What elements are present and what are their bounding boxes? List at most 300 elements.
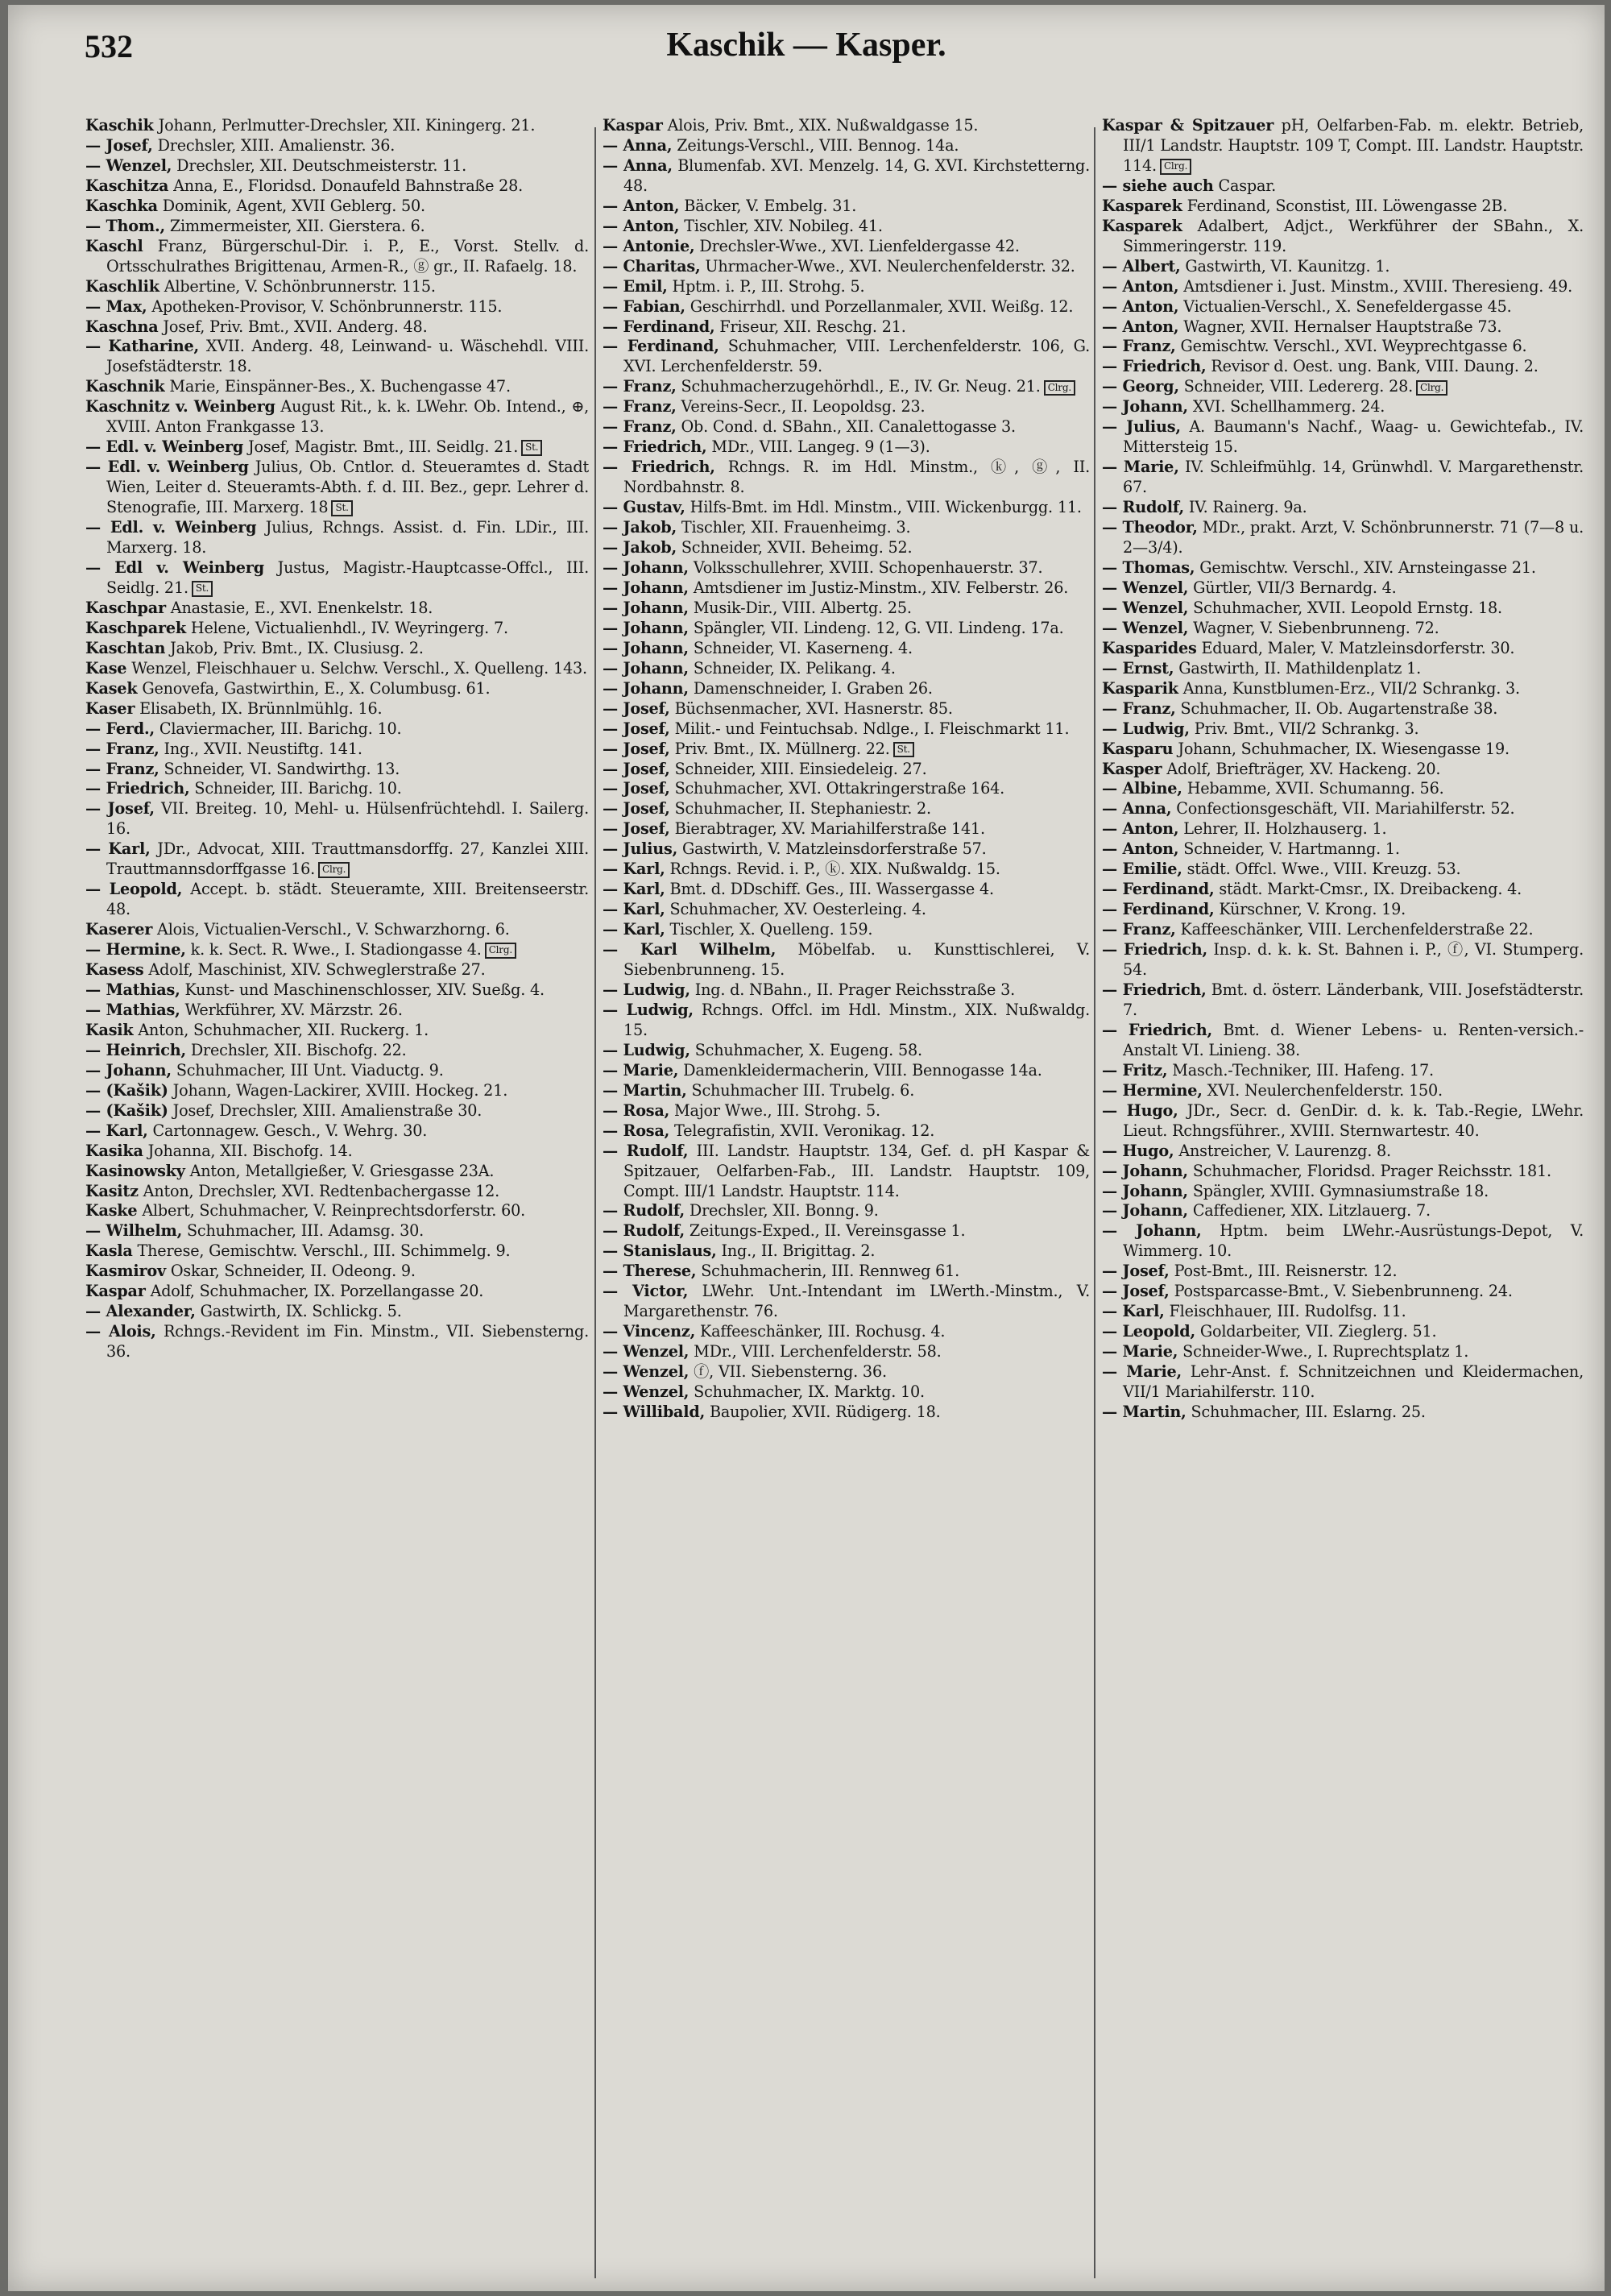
entry-details: Damenschneider, I. Graben 26.	[688, 678, 933, 698]
entry-details: Schuhmacher, XVII. Leopold Ernstg. 18.	[1188, 598, 1502, 617]
entry-name: — Johann,	[603, 598, 689, 617]
directory-entry	[603, 317, 1090, 338]
column-left	[85, 116, 589, 2283]
entry-name: — Vincenz,	[603, 1322, 696, 1341]
entry-details: Jakob, Priv. Bmt., IX. Clusiusg. 2.	[165, 638, 424, 657]
entry-details: Alois, Priv. Bmt., XIX. Nußwaldgasse 15.	[662, 116, 979, 135]
directory-entry	[1102, 1221, 1584, 1262]
entry-details: Drechsler, XII. Bischofg. 22.	[185, 1040, 407, 1059]
entry-details: Johann, Perlmutter-Drechsler, XII. Kiningerg. 21.	[153, 116, 536, 135]
entry-details: Fleischhauer, III. Rudolfsg. 11.	[1164, 1302, 1406, 1321]
directory-entry	[1102, 397, 1584, 417]
entry-details: Julius, Rchngs. Assist. d. Fin. LDir., III. Marxerg. 18.	[106, 518, 589, 557]
directory-entry	[85, 699, 589, 719]
entry-name: — Rudolf,	[603, 1141, 689, 1160]
entry-name: — Josef,	[85, 135, 153, 155]
entry-tag: Clrg.	[1044, 380, 1075, 396]
entry-tag: Clrg.	[1416, 380, 1447, 396]
entry-details: Baupolier, XVII. Rüdigerg. 18.	[705, 1403, 941, 1421]
entry-name: — Ferd.,	[85, 719, 155, 738]
entry-name: — Wenzel,	[1102, 618, 1189, 637]
entry-name: — Johann,	[603, 557, 689, 577]
entry-details: Schuhmacher, IX. Marktg. 10.	[689, 1382, 925, 1402]
entry-details: Zeitungs-Verschl., VIII. Bennog. 14a.	[672, 135, 959, 155]
directory-entry	[85, 1061, 589, 1081]
directory-entry	[1102, 1061, 1584, 1081]
directory-entry	[85, 1262, 589, 1282]
directory-entry	[1102, 900, 1584, 920]
directory-entry	[603, 920, 1090, 940]
entry-details: Rchngs. R. im Hdl. Minstm., ⓚ, ⓖ, II. Nordbahnstr. 8.	[623, 458, 1090, 497]
entry-name: Kasla	[85, 1241, 133, 1261]
directory-entry	[1102, 277, 1584, 297]
entry-details: Büchsenmacher, XVI. Hasnerstr. 85.	[669, 698, 953, 718]
entry-name: — Marie,	[1102, 458, 1179, 477]
directory-entry	[1102, 860, 1584, 880]
entry-name: — Franz,	[1102, 698, 1176, 718]
directory-entry	[603, 719, 1090, 740]
directory-entry	[1102, 317, 1584, 338]
entry-name: — Ludwig,	[1102, 719, 1190, 738]
directory-entry	[603, 538, 1090, 558]
directory-entry	[1102, 1322, 1584, 1342]
directory-entry	[1102, 1142, 1584, 1162]
directory-entry	[603, 257, 1090, 277]
entry-details: Zeitungs-Exped., II. Vereinsgasse 1.	[684, 1221, 966, 1241]
entry-name: — Josef,	[603, 759, 670, 778]
entry-details: Albertine, V. Schönbrunnerstr. 115.	[159, 276, 436, 296]
entry-details: Hptm. i. P., III. Strohg. 5.	[667, 276, 865, 296]
directory-entry	[1102, 377, 1584, 397]
entry-name: — Anton,	[603, 216, 680, 235]
entry-name: — Hugo,	[1102, 1100, 1178, 1120]
directory-entry	[1102, 819, 1584, 839]
entry-name: — Karl,	[603, 860, 665, 879]
entry-details: XVI. Neulerchenfelderstr. 150.	[1202, 1080, 1443, 1100]
entry-details: Schneider, XVII. Beheimg. 52.	[676, 538, 913, 557]
entry-details: Drechsler, XII. Deutschmeisterstr. 11.	[172, 155, 467, 175]
directory-entry	[603, 1101, 1090, 1121]
entry-details: Ing. d. NBahn., II. Prager Reichsstraße 3.	[690, 980, 1015, 999]
entry-name: Kaspar	[603, 116, 663, 135]
entry-name: — Franz,	[1102, 337, 1176, 356]
directory-entry	[85, 1221, 589, 1241]
entry-details: Schuhmacherzugehörhdl., E., IV. Gr. Neug. 21.	[676, 377, 1041, 396]
entry-details: Josef, Drechsler, XIII. Amalienstraße 30.	[168, 1100, 482, 1120]
entry-details: Helene, Victualienhdl., IV. Weyringerg. 7.	[186, 618, 508, 637]
entry-details: MDr., prakt. Arzt, V. Schönbrunnerstr. 71 (7—8 u. 2—3/4).	[1123, 518, 1584, 557]
entry-name: — Leopold,	[1102, 1322, 1195, 1341]
directory-entry	[603, 156, 1090, 197]
entry-details: Marie, Einspänner-Bes., X. Buchengasse 47.	[164, 377, 511, 396]
entry-details: Amtsdiener im Justiz-Minstm., XIV. Felberstr. 26.	[688, 578, 1069, 597]
entry-tag: Clrg.	[318, 862, 350, 878]
entry-name: Kaschik	[85, 116, 154, 135]
entry-details: Wagner, XVII. Hernalser Hauptstraße 73.	[1178, 317, 1502, 336]
entry-name: Kasmirov	[85, 1262, 166, 1281]
entry-details: LWehr. Unt.-Intendant im LWerth.-Minstm., V. Margarethenstr. 76.	[623, 1282, 1090, 1321]
entry-name: — Anton,	[1102, 296, 1179, 316]
entry-tag: Clrg.	[1160, 159, 1191, 175]
entry-name: — Anna,	[603, 155, 673, 175]
directory-entry	[85, 1201, 589, 1221]
directory-entry	[85, 1021, 589, 1041]
entry-name: — Josef,	[603, 799, 670, 819]
directory-entry	[603, 1322, 1090, 1342]
directory-entry	[85, 1101, 589, 1121]
entry-tag: St.	[192, 581, 213, 597]
directory-entry	[603, 1201, 1090, 1221]
directory-entry	[603, 1221, 1090, 1241]
entry-details: Gürtler, VII/3 Bernardg. 4.	[1188, 578, 1397, 597]
directory-entry	[1102, 839, 1584, 860]
entry-name: — siehe auch	[1102, 176, 1214, 195]
directory-entry	[85, 799, 589, 839]
entry-name: — Ludwig,	[603, 1040, 690, 1059]
entry-details: Eduard, Maler, V. Matzleinsdorferstr. 30.	[1196, 638, 1515, 657]
entry-details: JDr., Secr. d. GenDir. d. k. k. Tab.-Regie, LWehr. Lieut. Rchngsführer., XVIII. Sternwartestr. 40.	[1123, 1100, 1584, 1140]
directory-entry	[85, 1142, 589, 1162]
entry-name: — Karl,	[85, 1121, 148, 1140]
entry-tag: St.	[893, 742, 914, 758]
entry-name: — Johann,	[1102, 1161, 1188, 1180]
entry-details: Caffediener, XIX. Litzlauerg. 7.	[1187, 1201, 1431, 1221]
entry-name: Kaschka	[85, 196, 158, 215]
directory-entry	[85, 940, 589, 960]
entry-name: — Josef,	[603, 779, 670, 798]
directory-entry	[85, 679, 589, 699]
directory-entry	[603, 980, 1090, 1001]
entry-details: Spängler, VII. Lindeng. 12, G. VII. Lindeng. 17a.	[688, 618, 1064, 637]
entry-name: — Heinrich,	[85, 1040, 186, 1059]
entry-name: Kasparek	[1102, 216, 1182, 235]
entry-details: Schuhmacher, XV. Oesterleing. 4.	[665, 900, 926, 919]
directory-entry	[85, 518, 589, 558]
entry-details: Hebamme, XVII. Schumanng. 56.	[1182, 779, 1444, 798]
directory-entry	[603, 1001, 1090, 1041]
directory-entry	[603, 799, 1090, 819]
entry-name: — Fabian,	[603, 296, 685, 316]
entry-name: — Martin,	[603, 1080, 687, 1100]
entry-name: — Mathias,	[85, 1000, 180, 1019]
entry-details: Gastwirth, II. Mathildenplatz 1.	[1174, 658, 1421, 678]
directory-entry	[1102, 458, 1584, 498]
directory-entry	[85, 116, 589, 136]
entry-name: — Victor,	[603, 1282, 689, 1301]
directory-entry	[603, 518, 1090, 538]
entry-name: — Johann,	[1102, 397, 1188, 417]
directory-entry	[85, 558, 589, 599]
directory-entry	[603, 458, 1090, 498]
entry-name: — Rudolf,	[1102, 498, 1184, 517]
entry-name: Kase	[85, 658, 127, 678]
directory-entry	[603, 116, 1090, 136]
entry-name: — Johann,	[1102, 1221, 1202, 1241]
entry-name: — Franz,	[85, 759, 159, 778]
entry-name: — Friedrich,	[85, 779, 190, 798]
directory-entry	[603, 940, 1090, 980]
entry-details: Schuhmacher, Floridsd. Prager Reichsstr. 181.	[1187, 1161, 1551, 1180]
directory-entry	[1102, 578, 1584, 599]
entry-details: Schneider, XIII. Einsiedeleig. 27.	[669, 759, 927, 778]
directory-entry	[85, 1001, 589, 1021]
entry-details: Blumenfab. XVI. Menzelg. 14, G. XVI. Kirchstetterng. 48.	[623, 155, 1090, 195]
directory-entry	[85, 740, 589, 760]
entry-name: — Theodor,	[1102, 518, 1198, 537]
directory-entry	[85, 197, 589, 217]
directory-columns	[8, 116, 1605, 2283]
entry-name: — Emil,	[603, 276, 668, 296]
directory-entry	[85, 760, 589, 780]
entry-details: Priv. Bmt., IX. Müllnerg. 22.	[669, 739, 890, 758]
entry-name: — Anna,	[603, 135, 673, 155]
entry-name: Kasik	[85, 1020, 134, 1039]
entry-name: — (Kašik)	[85, 1080, 168, 1100]
entry-details: Damenkleidermacherin, VIII. Bennogasse 14a.	[678, 1060, 1042, 1080]
entry-name: — Georg,	[1102, 377, 1179, 396]
entry-name: — Rosa,	[603, 1121, 670, 1140]
entry-name: — Hermine,	[85, 940, 186, 959]
directory-entry	[85, 619, 589, 639]
entry-details: Dominik, Agent, XVII Geblerg. 50.	[157, 196, 425, 215]
column-middle	[603, 116, 1090, 2283]
directory-entry	[1102, 176, 1584, 197]
entry-name: — Josef,	[85, 799, 155, 819]
page-number: 532	[85, 28, 133, 64]
directory-entry	[603, 760, 1090, 780]
entry-details: Johann, Schuhmacher, IX. Wiesengasse 19.	[1173, 739, 1510, 758]
directory-entry	[603, 277, 1090, 297]
directory-entry	[603, 498, 1090, 518]
entry-name: — Wenzel,	[1102, 578, 1189, 597]
entry-details: Schuhmacher, III Unt. Viaductg. 9.	[171, 1060, 444, 1080]
entry-name: Kaschl	[85, 236, 143, 255]
entry-name: — Willibald,	[603, 1403, 706, 1421]
directory-entry	[603, 1403, 1090, 1423]
entry-name: Kasper	[1102, 759, 1162, 778]
directory-entry	[1102, 518, 1584, 558]
entry-details: Oskar, Schneider, II. Odeong. 9.	[165, 1262, 416, 1281]
directory-entry	[603, 1081, 1090, 1101]
page-header	[8, 5, 1605, 93]
directory-entry	[603, 1342, 1090, 1362]
entry-name: — Karl,	[603, 920, 665, 939]
entry-details: Postsparcasse-Bmt., V. Siebenbrunneng. 24.	[1169, 1282, 1513, 1301]
directory-entry	[603, 599, 1090, 619]
entry-details: Werkführer, XV. Märzstr. 26.	[180, 1000, 403, 1019]
entry-details: Ing., II. Brigittag. 2.	[716, 1241, 876, 1261]
directory-entry	[1102, 679, 1584, 699]
entry-name: — Franz,	[603, 417, 677, 437]
entry-details: Kunst- und Maschinenschlosser, XIV. Sueßg. 4.	[180, 980, 545, 999]
entry-name: — Gustav,	[603, 498, 685, 517]
entry-details: Zimmermeister, XII. Gierstera. 6.	[164, 216, 425, 235]
entry-details: VII. Breiteg. 10, Mehl- u. Hülsenfrüchtehdl. I. Sailerg. 16.	[106, 799, 589, 839]
entry-details: Adalbert, Adjct., Werkführer der SBahn., X. Simmeringerstr. 119.	[1123, 216, 1584, 255]
entry-details: Apotheken-Provisor, V. Schönbrunnerstr. 115.	[147, 296, 503, 316]
entry-details: Vereins-Secr., II. Leopoldsg. 23.	[676, 397, 926, 417]
entry-details: Gastwirth, IX. Schlickg. 5.	[195, 1302, 402, 1321]
entry-details: Lehr-Anst. f. Schnitzeichnen und Kleidermachen, VII/1 Mariahilferstr. 110.	[1123, 1362, 1584, 1402]
entry-name: — Ferdinand,	[603, 337, 719, 356]
entry-name: — Leopold,	[85, 880, 183, 899]
entry-name: Kasparik	[1102, 678, 1178, 698]
entry-name: — Stanislaus,	[603, 1241, 717, 1261]
directory-entry	[85, 659, 589, 679]
entry-tag: St.	[521, 440, 542, 456]
entry-details: Uhrmacher-Wwe., XVI. Neulerchenfelderstr. 32.	[700, 256, 1075, 276]
entry-name: — Hermine,	[1102, 1080, 1203, 1100]
entry-name: — Anton,	[603, 196, 680, 215]
entry-name: — Josef,	[603, 698, 670, 718]
directory-entry	[1102, 920, 1584, 940]
entry-details: Rchngs. Revid. i. P., ⓚ. XIX. Nußwaldg. 15.	[665, 860, 1000, 879]
directory-entry	[1102, 1403, 1584, 1423]
directory-entry	[603, 860, 1090, 880]
entry-details: Genovefa, Gastwirthin, E., X. Columbusg. 61.	[137, 678, 491, 698]
entry-name: — Josef,	[1102, 1262, 1170, 1281]
entry-details: städt. Offcl. Wwe., VIII. Kreuzg. 53.	[1182, 860, 1461, 879]
entry-details: Schuhmacher, III. Eslarng. 25.	[1186, 1403, 1426, 1421]
directory-entry	[85, 920, 589, 940]
entry-details: Masch.-Techniker, III. Hafeng. 17.	[1167, 1060, 1434, 1080]
entry-details: Insp. d. k. k. St. Bahnen i. P., ⓕ, VI. Stumperg. 54.	[1123, 940, 1584, 980]
directory-entry	[603, 1262, 1090, 1282]
directory-entry	[85, 458, 589, 518]
directory-entry	[85, 156, 589, 176]
entry-name: Kasparides	[1102, 638, 1197, 657]
entry-details: Möbelfab. u. Kunsttischlerei, V. Siebenbrunneng. 15.	[623, 940, 1090, 980]
entry-name: — Franz,	[85, 739, 159, 758]
entry-name: — Josef,	[603, 719, 670, 738]
directory-entry	[1102, 1162, 1584, 1182]
entry-details: Milit.- und Feintuchsab. Ndlge., I. Fleischmarkt 11.	[669, 719, 1070, 738]
entry-name: Kaschna	[85, 317, 159, 336]
directory-entry	[603, 377, 1090, 397]
entry-name: — Fritz,	[1102, 1060, 1168, 1080]
directory-entry	[85, 1081, 589, 1101]
entry-name: — Alexander,	[85, 1302, 196, 1321]
entry-details: Anton, Drechsler, XVI. Redtenbachergasse 12.	[138, 1181, 500, 1200]
directory-entry	[85, 1182, 589, 1202]
entry-name: Kaschparek	[85, 618, 187, 637]
entry-name: Kasitz	[85, 1181, 139, 1200]
directory-entry	[85, 1121, 589, 1142]
directory-entry	[1102, 799, 1584, 819]
directory-entry	[603, 1121, 1090, 1142]
entry-name: — Ludwig,	[603, 980, 690, 999]
entry-details: Anton, Schuhmacher, XII. Ruckerg. 1.	[133, 1020, 429, 1039]
directory-entry	[1102, 1201, 1584, 1221]
entry-details: Wenzel, Fleischhauer u. Selchw. Verschl., X. Quelleng. 143.	[126, 658, 587, 678]
directory-entry	[603, 619, 1090, 639]
directory-entry	[85, 317, 589, 338]
entry-name: — Jakob,	[603, 538, 677, 557]
entry-name: — Ferdinand,	[1102, 880, 1215, 899]
directory-entry	[603, 1241, 1090, 1262]
entry-tag: Clrg.	[485, 943, 516, 959]
entry-details: Bäcker, V. Embelg. 31.	[679, 196, 857, 215]
directory-entry	[1102, 257, 1584, 277]
entry-details: pH, Oelfarben-Fab. m. elektr. Betrieb, III/1 Landstr. Hauptstr. 109 T, Compt. III. Landstr. Hauptstr. 114.	[1123, 116, 1584, 175]
directory-entry	[85, 1322, 589, 1362]
entry-details: Schuhmacher III. Trubelg. 6.	[686, 1080, 915, 1100]
entry-name: — Martin,	[1102, 1403, 1187, 1421]
directory-entry	[603, 740, 1090, 760]
entry-details: Priv. Bmt., VII/2 Schrankg. 3.	[1189, 719, 1419, 738]
entry-name: — Max,	[85, 296, 147, 316]
entry-details: Schneider-Wwe., I. Ruprechtsplatz 1.	[1178, 1342, 1469, 1361]
entry-name: — Jakob,	[603, 518, 677, 537]
entry-details: Justus, Magistr.-Hauptcasse-Offcl., III. Seidlg. 21.	[106, 557, 589, 597]
entry-name: — Wenzel,	[603, 1342, 690, 1361]
directory-entry	[1102, 880, 1584, 900]
directory-entry	[603, 1362, 1090, 1382]
entry-details: Schneider, V. Hartmanng. 1.	[1178, 839, 1400, 859]
entry-details: städt. Markt-Cmsr., IX. Dreibackeng. 4.	[1214, 880, 1522, 899]
entry-name: — Albine,	[1102, 779, 1182, 798]
entry-name: — Friedrich,	[1102, 940, 1207, 959]
directory-entry	[603, 437, 1090, 458]
entry-details: Spängler, XVIII. Gymnasiumstraße 18.	[1187, 1181, 1489, 1200]
entry-name: — (Kašik)	[85, 1100, 168, 1120]
entry-name: — Rosa,	[603, 1100, 670, 1120]
entry-name: — Karl,	[603, 900, 665, 919]
entry-name: — Julius,	[1102, 417, 1181, 437]
entry-details: August Rit., k. k. LWehr. Ob. Intend., ⊕, XVIII. Anton Frankgasse 13.	[106, 397, 589, 437]
directory-entry	[85, 839, 589, 880]
entry-details: XVII. Anderg. 48, Leinwand- u. Wäschehdl. VIII. Josefstädterstr. 18.	[106, 337, 589, 376]
directory-entry	[85, 1282, 589, 1302]
entry-details: Cartonnagew. Gesch., V. Wehrg. 30.	[147, 1121, 428, 1140]
entry-details: IV. Rainerg. 9a.	[1183, 498, 1307, 517]
running-head: Kaschik — Kasper.	[666, 27, 946, 64]
directory-entry	[1102, 498, 1584, 518]
directory-entry	[1102, 599, 1584, 619]
entry-name: — Johann,	[1102, 1201, 1188, 1221]
directory-entry	[85, 377, 589, 397]
directory-entry	[603, 136, 1090, 156]
entry-details: Victualien-Verschl., X. Senefeldergasse 45.	[1178, 296, 1512, 316]
entry-details: Telegrafistin, XVII. Veronikag. 12.	[669, 1121, 935, 1140]
directory-entry	[1102, 1282, 1584, 1302]
directory-entry	[603, 779, 1090, 799]
entry-name: — Wilhelm,	[85, 1221, 183, 1241]
entry-details: Julius, Ob. Cntlor. d. Steueramtes d. Stadt Wien, Leiter d. Steueramts-Abth. f. d. III. Bez., gepr. Lehrer d. Stenografie, III. Marxerg. 18	[106, 458, 589, 517]
directory-entry	[603, 558, 1090, 578]
entry-name: — Edl. v. Weinberg	[85, 458, 249, 477]
entry-details: Wagner, V. Siebenbrunneng. 72.	[1188, 618, 1439, 637]
entry-name: — Wenzel,	[85, 155, 172, 175]
entry-details: Claviermacher, III. Barichg. 10.	[154, 719, 402, 738]
directory-entry	[1102, 699, 1584, 719]
entry-details: Bmt. d. DDschiff. Ges., III. Wassergasse 4.	[665, 880, 994, 899]
directory-entry	[1102, 639, 1584, 659]
entry-details: Therese, Gemischtw. Verschl., III. Schimmelg. 9.	[132, 1241, 511, 1261]
entry-details: Alois, Victualien-Verschl., V. Schwarzhorng. 6.	[152, 920, 510, 939]
directory-entry	[85, 719, 589, 740]
entry-name: — Friedrich,	[1102, 1020, 1212, 1039]
entry-details: Anton, Metallgießer, V. Griesgasse 23A.	[184, 1161, 495, 1180]
entry-details: Rchngs.-Revident im Fin. Minstm., VII. Siebensterng. 36.	[106, 1322, 589, 1361]
entry-details: Lehrer, II. Holzhauserg. 1.	[1178, 819, 1387, 839]
entry-details: Rchngs. Offcl. im Hdl. Minstm., XIX. Nußwaldg. 15.	[623, 1000, 1090, 1039]
entry-details: Drechsler, XIII. Amalienstr. 36.	[152, 135, 396, 155]
directory-page	[8, 5, 1605, 2291]
directory-entry	[85, 337, 589, 377]
directory-entry	[1102, 217, 1584, 257]
entry-name: — Rudolf,	[603, 1201, 685, 1221]
